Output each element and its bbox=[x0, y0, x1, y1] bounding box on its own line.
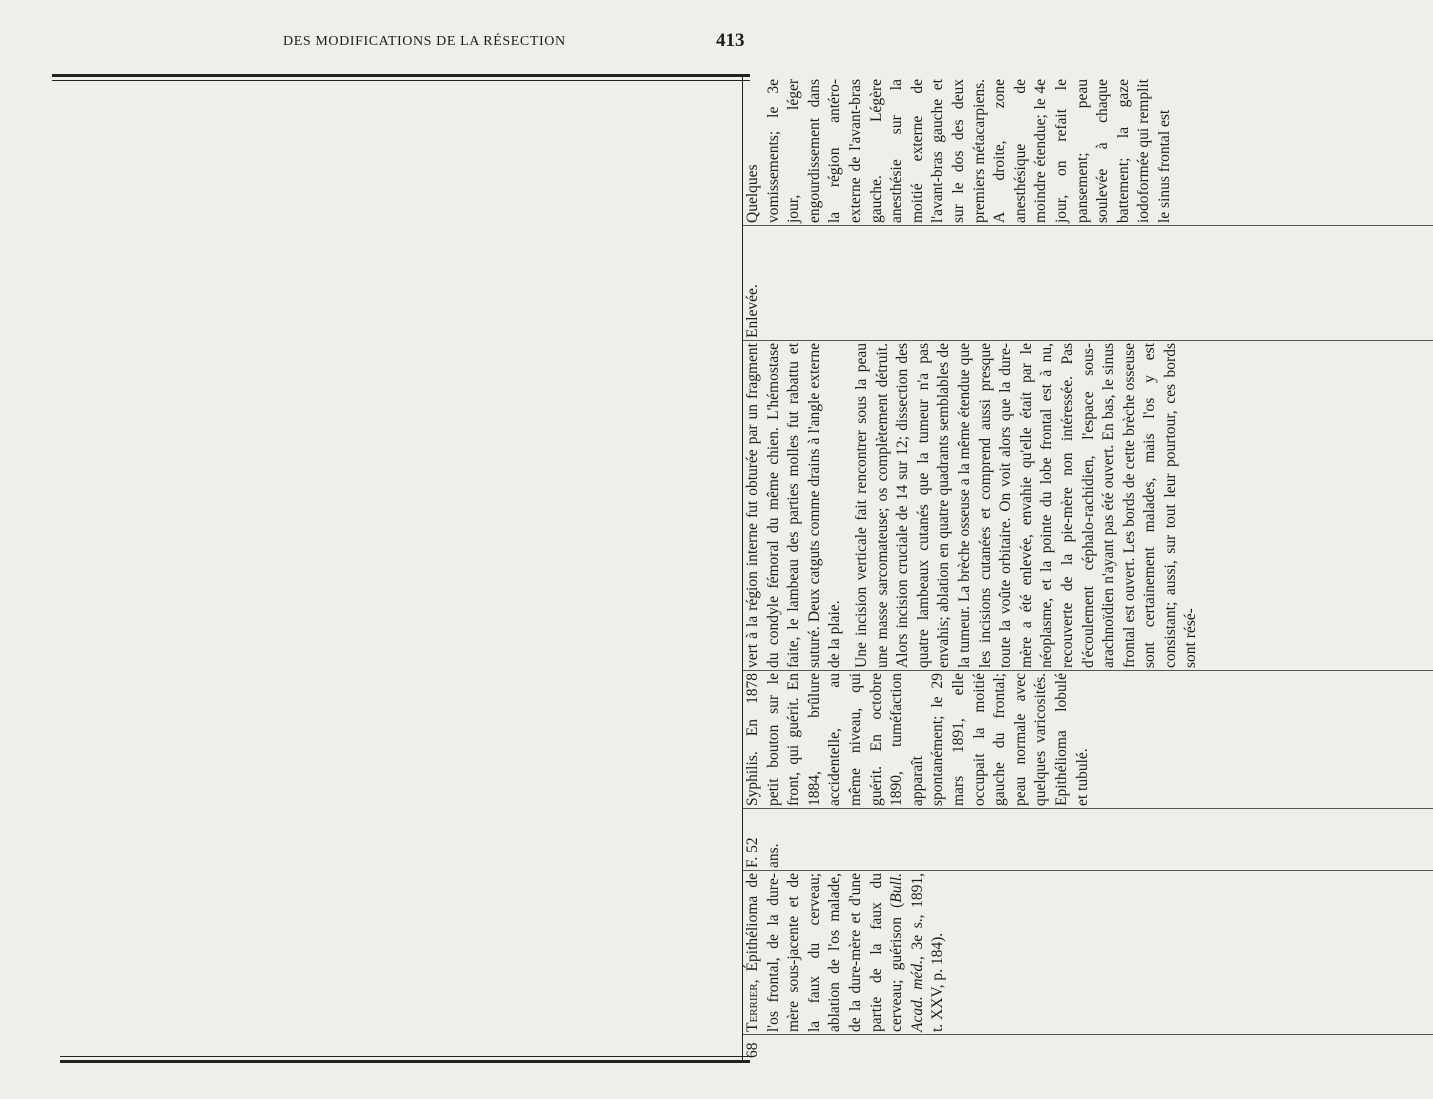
table-bottom-rule bbox=[60, 1060, 750, 1063]
table-bottom-rule-thin bbox=[60, 1056, 750, 1057]
author-cell bbox=[743, 870, 1433, 1034]
bone-cell bbox=[743, 225, 1433, 340]
page-number: 413 bbox=[716, 30, 745, 51]
page-header bbox=[0, 26, 800, 66]
author-description bbox=[743, 871, 949, 1034]
citation-journal: Bull. Acad. méd. bbox=[888, 873, 926, 1032]
operation-text: Une incision verticale fait rencontrer sous la peau une masse sarcomateuse; os complètement détruit. Alors incision cruciale de 14 sur 12; dissection des quatre lambeaux cutanés que la tumeur n'a pas envahis; ablation en quatre quadrants semblables de la tumeur. La brèche osseuse a la même étendue que les incisions cutanées et comprend aussi presque toute la voûte orbitaire. On voit alors que la dure-mère a été enlevée, envahie qu'elle était par le néoplasme, et la pointe du lobe frontal est à nu, recouverte de la pie-mère non intéressée. Pas d'écoulement céphalo-rachidien, l'espace sous-arachnoïdien n'ayant pas été ouvert. En bas, le sinus frontal est ouvert. Les bords de cette brèche osseuse sont certainement malades, mais l'os y est consistant; aussi, sur tout leur pourtour, ces bords sont résé- bbox=[852, 343, 1200, 668]
table-top-rule-thin bbox=[52, 80, 750, 81]
author-name: Terrier bbox=[744, 983, 761, 1032]
results-text: Quelques vomissements; le 3e jour, léger engourdissement dans la région antéro-externe de l'avant-bras gauche. Légère anesthésie sur la moitié externe de l'avant-bras gauche et sur le dos des deux premiers métacarpiens. A droite, zone anesthésique de moindre étendue; le 4e jour, on refait le pansement; peau soulevée à chaque battement; la gaze iodoformée qui remplit le sinus frontal est bbox=[744, 79, 1173, 223]
sex-age: F. 52 ans. bbox=[744, 837, 782, 868]
table-top-rule bbox=[52, 74, 750, 77]
previous-case-continuation: vert à la région interne fut obturée par un fragment du condyle fémoral du même chien. L'hémostase faite, le lambeau des parties molles fut rabattu et suturé. Deux catguts comme drains à l'angle externe de la plaie. bbox=[744, 343, 844, 668]
table-row bbox=[743, 77, 1433, 1062]
sex-age-cell bbox=[743, 808, 1433, 870]
case-table bbox=[743, 77, 1433, 1062]
citation-details: , 3e s., 1891, t. XXV, p. 184). bbox=[908, 873, 947, 1032]
case-number: 68 bbox=[744, 1042, 761, 1058]
case-number-cell bbox=[743, 1034, 1433, 1062]
bone-text: Enlevée. bbox=[744, 284, 761, 338]
history-text: Syphilis. En 1878 petit bouton sur le front, qui guérit. En 1884, brûlure accidentelle, au même niveau, qui guérit. En octobre 1890, tuméfaction apparaît spontanément; le 29 mars 1891, elle occupait la moitié gauche du frontal; peau normale avec quelques varicosités. Epithélioma lobulé et tubulé. bbox=[744, 673, 1091, 806]
history-cell bbox=[743, 670, 1433, 808]
running-title: DES MODIFICATIONS DE LA RÉSECTION bbox=[283, 34, 566, 49]
author-text: , Épithélioma de l'os frontal, de la dure-mère sous-jacente et de la faux du cerveau; ablation de l'os malade, de la dure-mère et d'une partie de la faux du cerveau; guérison ( bbox=[744, 873, 906, 1032]
operation-cell bbox=[743, 340, 1433, 670]
results-cell bbox=[743, 77, 1433, 225]
